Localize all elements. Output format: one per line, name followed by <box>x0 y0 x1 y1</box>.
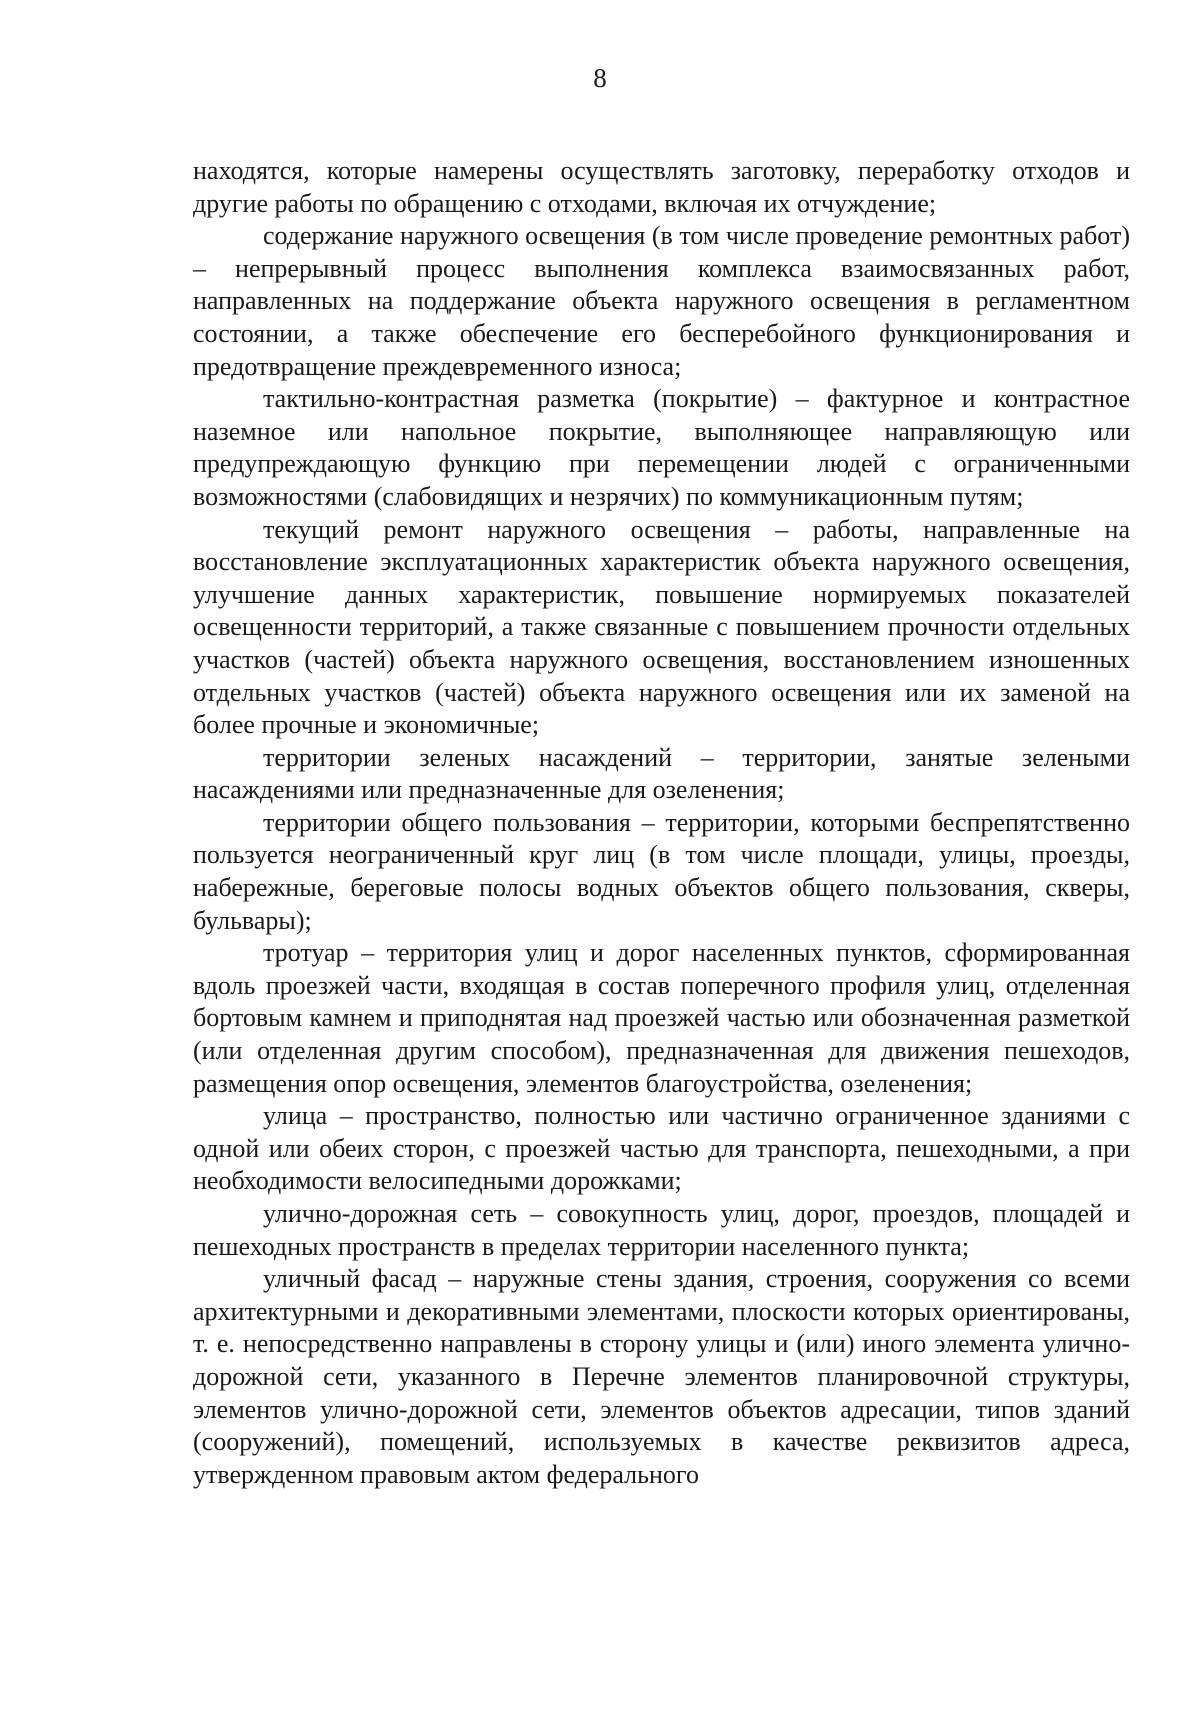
paragraph-outdoor-lighting-maintenance: содержание наружного освещения (в том числе проведение ремонтных работ) – непрерывный процесс выполнения комплекса взаимосвязанных работ, направленных на поддержание объекта наружного освещения в регламентном состоянии, а также обеспечение его бесперебойного функционирования и предотвращение преждевременного износа; <box>193 221 1130 381</box>
paragraph-green-territories: территории зеленых насаждений – территории, занятые зелеными насаждениями или предназначенные для озеленения; <box>193 742 1130 805</box>
paragraph-sidewalk: тротуар – территория улиц и дорог населенных пунктов, сформированная вдоль проезжей части, входящая в состав поперечного профиля улиц, отделенная бортовым камнем и приподнятая над проезжей частью или обозначенная разметкой (или отделенная другим способом), предназначенная для движения пешеходов, размещения опор освещения, элементов благоустройства, озеленения; <box>193 938 1130 1098</box>
paragraph-current-repair: текущий ремонт наружного освещения – работы, направленные на восстановление эксплуатационных характеристик объекта наружного освещения, улучшение данных характеристик, повышение нормируемых показателей освещенности территорий, а также связанные с повышением прочности отдельных участков (частей) объекта наружного освещения, восстановлением изношенных отдельных участков (частей) объекта наружного освещения или их заменой на более прочные и экономичные; <box>193 514 1130 740</box>
paragraph-street: улица – пространство, полностью или частично ограниченное зданиями с одной или обеих сторон, с проезжей частью для транспорта, пешеходными, а при необходимости велосипедными дорожками; <box>193 1101 1130 1196</box>
page-number: 8 <box>593 63 607 93</box>
paragraph-public-territories: территории общего пользования – территории, которыми беспрепятственно пользуется неограниченный круг лиц (в том числе площади, улицы, проезды, набережные, береговые полосы водных объектов общего пользования, скверы, бульвары); <box>193 807 1130 935</box>
paragraph-continuation: находятся, которые намерены осуществлять заготовку, переработку отходов и другие работы по обращению с отходами, включая их отчуждение; <box>193 156 1130 218</box>
paragraph-tactile-marking: тактильно-контрастная разметка (покрытие) – фактурное и контрастное наземное или напольное покрытие, выполняющее направляющую или предупреждающую функцию при перемещении людей с ограниченными возможностями (слабовидящих и незрячих) по коммуникационным путям; <box>193 384 1130 511</box>
paragraph-street-facade: уличный фасад – наружные стены здания, строения, сооружения со всеми архитектурными и декоративными элементами, плоскости которых ориентированы, т. е. непосредственно направлены в сторону улицы и (или) иного элемента улично-дорожной сети, указанного в Перечне элементов планировочной структуры, элементов улично-дорожной сети, элементов объектов адресации, типов зданий (сооружений), помещений, используемых в качестве реквизитов адреса, утвержденном правовым актом федерального <box>193 1264 1130 1489</box>
document-body <box>193 155 1130 1491</box>
paragraph-road-network: улично-дорожная сеть – совокупность улиц, дорог, проездов, площадей и пешеходных пространств в пределах территории населенного пункта; <box>193 1199 1130 1261</box>
